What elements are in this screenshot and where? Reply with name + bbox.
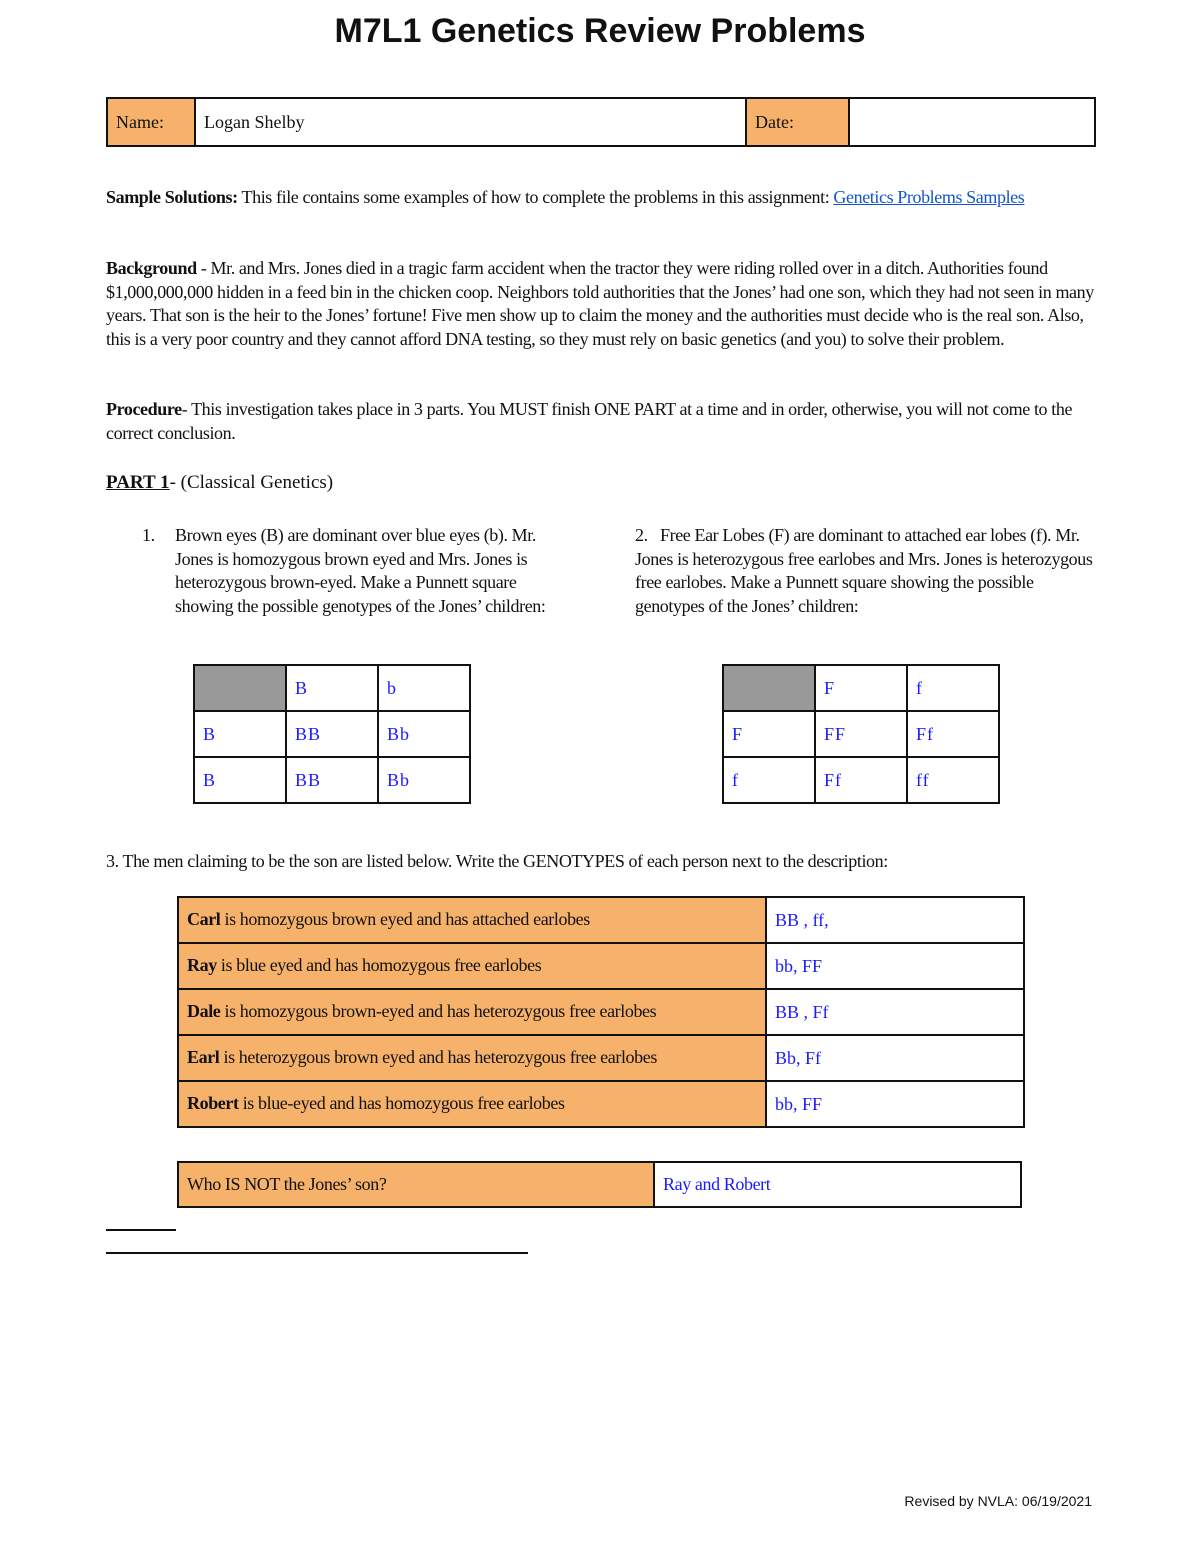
genetics-samples-link[interactable]: Genetics Problems Samples <box>833 187 1025 207</box>
person-description: is homozygous brown eyed and has attached earlobes <box>220 909 590 930</box>
date-label: Date: <box>746 98 849 146</box>
punnett-header: b <box>378 665 470 711</box>
person-description: is blue-eyed and has homozygous free earlobes <box>238 1093 565 1114</box>
who-answer[interactable]: Ray and Robert <box>654 1162 1021 1207</box>
person-description: is heterozygous brown eyed and has heterozygous free earlobes <box>219 1047 657 1068</box>
punnett-header: B <box>194 711 286 757</box>
punnett-cell[interactable]: Ff <box>815 757 907 803</box>
q1-number: 1. <box>142 525 155 545</box>
table-row <box>178 1035 1024 1081</box>
punnett-header: f <box>723 757 815 803</box>
punnett-cell[interactable]: Bb <box>378 757 470 803</box>
description-cell <box>178 1081 766 1127</box>
punnett-square-earlobes <box>722 664 1000 804</box>
part1-label: PART 1 <box>106 472 170 493</box>
table-row <box>178 943 1024 989</box>
sample-label: Sample Solutions: <box>106 187 238 207</box>
person-name: Dale <box>187 1001 221 1022</box>
background-label: Background <box>106 258 197 278</box>
genotype-answer[interactable]: BB , ff, <box>766 897 1024 943</box>
table-row <box>178 989 1024 1035</box>
person-description: is homozygous brown-eyed and has heterozygous free earlobes <box>220 1001 657 1022</box>
divider-short <box>106 1229 176 1231</box>
punnett-cell[interactable]: BB <box>286 757 378 803</box>
table-row <box>178 1081 1024 1127</box>
description-cell <box>178 897 766 943</box>
punnett-corner <box>723 665 815 711</box>
procedure-text: - This investigation takes place in 3 parts. You MUST finish ONE PART at a time and in order, otherwise, you will not come to the correct conclusion. <box>106 399 1073 443</box>
description-cell <box>178 943 766 989</box>
genotype-answer[interactable]: Bb, Ff <box>766 1035 1024 1081</box>
page-title: M7L1 Genetics Review Problems <box>334 12 866 50</box>
q2-block <box>635 524 1095 618</box>
punnett-header: F <box>723 711 815 757</box>
punnett-header: B <box>286 665 378 711</box>
q2-text: Free Ear Lobes (F) are dominant to attached ear lobes (f). Mr. Jones is heterozygous free earlobes and Mrs. Jones is heterozygous free earlobes. Make a Punnett square showing the possible genotypes of the Jones’ children: <box>635 525 1093 616</box>
genotype-answer[interactable]: bb, FF <box>766 943 1024 989</box>
sample-text: This file contains some examples of how to complete the problems in this assignment: <box>237 187 834 207</box>
punnett-cell[interactable]: ff <box>907 757 999 803</box>
person-name: Earl <box>187 1047 220 1068</box>
part1-heading <box>106 472 333 494</box>
punnett-corner <box>194 665 286 711</box>
description-cell <box>178 989 766 1035</box>
punnett-header: B <box>194 757 286 803</box>
background-text: - Mr. and Mrs. Jones died in a tragic farm accident when the tractor they were riding rolled over in a ditch. Authorities found $1,000,000,000 hidden in a feed bin in the chicken coop. Neighbors told authorities that the Jones’ had one son, which they had not seen in many years. That son is the heir to the Jones’ fortune! Five men show up to claim the money and the authorities must decide who is the real son. Also, this is a very poor country and they cannot afford DNA testing, so they must rely on basic genetics (and you) to solve their problem. <box>106 258 1094 349</box>
sample-solutions <box>106 186 1096 210</box>
punnett-header: f <box>907 665 999 711</box>
name-label: Name: <box>107 98 195 146</box>
genotype-answer[interactable]: bb, FF <box>766 1081 1024 1127</box>
q2-number: 2. <box>635 525 648 545</box>
name-date-table <box>106 97 1096 147</box>
punnett-cell[interactable]: BB <box>286 711 378 757</box>
genotype-table <box>177 896 1025 1128</box>
punnett-cell[interactable]: Ff <box>907 711 999 757</box>
person-name: Carl <box>187 909 221 930</box>
part1-text: - (Classical Genetics) <box>169 472 334 493</box>
punnett-square-eyes <box>193 664 471 804</box>
q3-text: 3. The men claiming to be the son are listed below. Write the GENOTYPES of each person next to the description: <box>106 851 888 871</box>
procedure-label: Procedure <box>106 399 182 419</box>
background-paragraph <box>106 257 1096 351</box>
punnett-header: F <box>815 665 907 711</box>
who-table <box>177 1161 1022 1208</box>
description-cell <box>178 1035 766 1081</box>
person-description: is blue eyed and has homozygous free earlobes <box>216 955 542 976</box>
who-question: Who IS NOT the Jones’ son? <box>178 1162 654 1207</box>
punnett-cell[interactable]: Bb <box>378 711 470 757</box>
revision-footer: Revised by NVLA: 06/19/2021 <box>904 1493 1092 1509</box>
date-field[interactable] <box>849 98 1095 146</box>
genotype-answer[interactable]: BB , Ff <box>766 989 1024 1035</box>
name-field[interactable]: Logan Shelby <box>195 98 746 146</box>
table-row <box>178 897 1024 943</box>
divider-long <box>106 1252 528 1254</box>
person-name: Ray <box>187 955 217 976</box>
q1-text: Brown eyes (B) are dominant over blue eyes (b). Mr. Jones is homozygous brown eyed and Mrs. Jones is heterozygous brown-eyed. Make a Punnett square showing the possible genotypes of the Jones’ children: <box>175 525 546 616</box>
person-name: Robert <box>187 1093 239 1114</box>
punnett-cell[interactable]: FF <box>815 711 907 757</box>
procedure-paragraph <box>106 398 1096 445</box>
